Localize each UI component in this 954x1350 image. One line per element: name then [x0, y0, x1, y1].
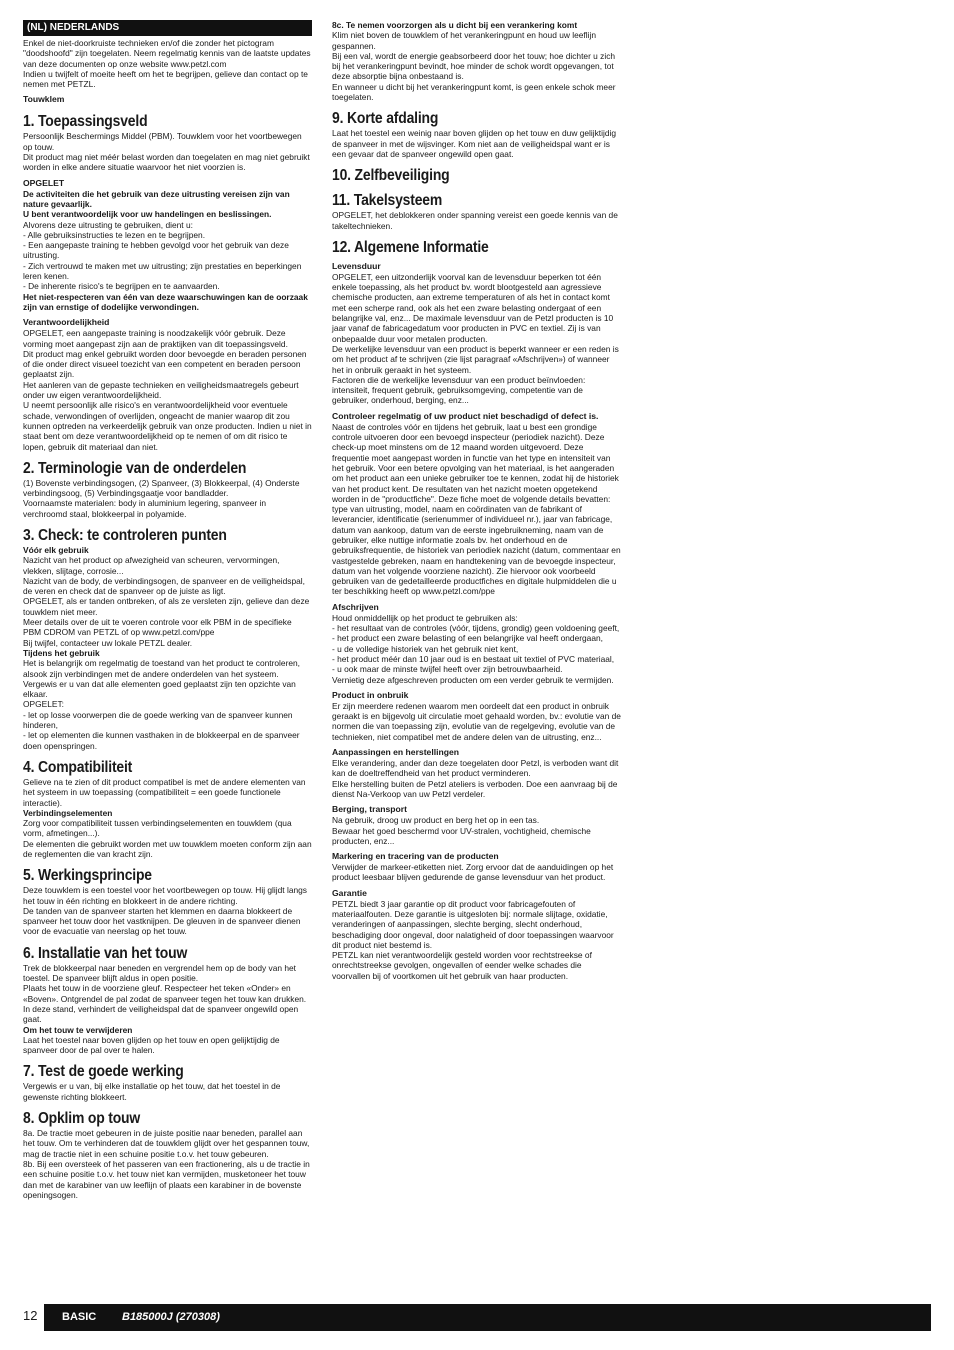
paragraph: Gelieve na te zien of dit product compatibel is met de andere elementen van het systeem in uw toepassing (compatibiliteit = een goede functionele interactie). [23, 776, 306, 808]
paragraph: OPGELET, het deblokkeren onder spanning vereist een goede kennis van de takeltechnieken. [332, 210, 618, 231]
section-title: 10. Zelfbeveiliging [332, 167, 450, 185]
paragraph: Persoonlijk Beschermings Middel (PBM). Touwklem voor het voortbewegen op touw. [23, 131, 302, 152]
list-item: - Alle gebruiksinstructies te lezen en te begrijpen. [23, 229, 206, 240]
paragraph: Meer details over de uit te voeren controle voor elk PBM in de specifieke PBM CDROM van PETZL of op www.petzl.com/ppe [23, 617, 292, 638]
right-column [332, 20, 622, 981]
paragraph: Alvorens deze uitrusting te gebruiken, dient u: [23, 219, 193, 230]
paragraph: Bewaar het goed beschermd voor UV-stralen, vochtigheid, chemische producten, enz... [332, 825, 591, 846]
paragraph: Elke verandering, ander dan deze toegelaten door Petzl, is verboden want dit kan de doeltreffendheid van het product verminderen. [332, 758, 619, 779]
paragraph: Dit product mag enkel gebruikt worden door bevoegde en beraden personen of die onder direct visueel toezicht van een competent en beraden persoon geplaatst zijn. [23, 348, 307, 380]
paragraph: Verwijder de markeer-etiketten niet. Zorg ervoor dat de aanduidingen op het product leesbaar blijven gedurende de ganse levensduur van het product. [332, 862, 614, 883]
paragraph: Bij twijfel, contacteer uw lokale PETZL dealer. [23, 637, 193, 648]
section-title: 2. Terminologie van de onderdelen [23, 459, 247, 477]
page-number: 12 [23, 1308, 38, 1323]
warning-text: U bent verantwoordelijk voor uw handelingen en beslissingen. [23, 209, 272, 220]
warning-label: OPGELET [23, 177, 65, 188]
list-item: - let op elementen die kunnen vasthaken in de blokkeerpal en de spanveer doen openspringen. [23, 730, 300, 751]
paragraph: En wanneer u dicht bij het verankeringpunt komt, is geen enkele schok meer toegelaten. [332, 81, 616, 103]
paragraph: Trek de blokkeerpal naar beneden en vergrendel hem op de body van het toestel. De spanveer blijft aldus in open positie. [23, 962, 296, 984]
paragraph: PETZL biedt 3 jaar garantie op dit product voor fabricagefouten of materiaalfouten. Deze garantie is uitgesloten bij: normale slijtage, oxidatie, veranderingen of aanpassingen, slechte berging, slecht onderhoud, beschadiging door ongeval, door nalatigheid of door toepassingen waarvoor dit product niet bestemd is. [332, 898, 614, 950]
paragraph: U neemt persoonlijk alle risico's en verantwoordelijkheid voor eventuele schade, verwondingen of overlijden, ongeacht de manier waarop dit zou kunnen optreden na verkeerdelijk gebruik van onze producten. Indien u niet in staat bent om deze verantwoordelijkheid op te nemen of om dit risico te lopen, gebruik dit materiaal dan niet. [23, 400, 312, 452]
section-title: 12. Algemene Informatie [332, 238, 489, 256]
paragraph: De tanden van de spanveer starten het klemmen en daarna blokkeert de spanveer het touw door het vastknijpen. De gleuven in de spanveer dienen voor de evacuatie van neerslag op het touw. [23, 905, 301, 937]
list-item: - u ook maar de minste twijfel heeft over zijn betrouwbaarheid. [332, 664, 563, 675]
paragraph: OPGELET, een aangepaste training is noodzakelijk vóór gebruik. Deze vorming moet aangepast zijn aan de praktijken van dit toepassingsveld. [23, 328, 288, 349]
paragraph: Laat het toestel naar boven glijden op het touw en open gelijktijdig de spanveer door de pal over te halen. [23, 1034, 280, 1056]
paragraph: Nazicht van de body, de verbindingsogen, de spanveer en de veiligheidspal, de veren en check dat de spanveer op de juiste as ligt. [23, 575, 305, 597]
paragraph: Voornaamste materialen: body in aluminium legering, spanveer in verchroomd staal, blokkeerpal in polyamide. [23, 498, 267, 519]
subheading: Om het touw te verwijderen [23, 1024, 133, 1035]
section-title: 8. Opklim op touw [23, 1110, 141, 1128]
subheading: Product in onbruik [332, 689, 409, 700]
paragraph: De elementen die gebruikt worden met uw touwklem moeten conform zijn aan de reglementen die van kracht zijn. [23, 838, 312, 859]
paragraph: Het aanleren van de gepaste technieken en veiligheidsmaatregels gebeurt onder uw eigen verantwoordelijkheid. [23, 379, 299, 401]
subheading: 8c. Te nemen voorzorgen als u dicht bij een verankering komt [332, 20, 578, 30]
section-title: 3. Check: te controleren punten [23, 526, 227, 544]
paragraph: Het is belangrijk om regelmatig de toestand van het product te controleren, alsook zijn verbindingen met de andere onderdelen van het systeem. Vergewis er u van dat alle elementen goed geplaatst zijn ten opzichte van elkaar. [23, 658, 300, 700]
list-item: - het resultaat van de controles (vóór, tijdens, grondig) geen voldoening geeft, [332, 623, 620, 634]
paragraph: Klim niet boven de touwklem of het verankeringpunt en houd uw leeflijn gespannen. [332, 30, 596, 51]
list-item: - Zich vertrouwd te maken met uw uitrusting; zijn prestaties en beperkingen leren kenen. [23, 260, 302, 282]
product-label: Touwklem [23, 94, 65, 105]
footer-reference: B185000J (270308) [122, 1311, 220, 1323]
paragraph: PETZL kan niet verantwoordelijk gesteld worden voor rechtstreekse of onrechtstreekse gevolgen, ongevallen of eender welke schades die voorvallen bij of voortkomen uit het gebruik van haar producten. [332, 950, 592, 981]
language-header: (NL) NEDERLANDS [23, 20, 312, 36]
intro-paragraph: Indien u twijfelt of moeite heeft om het te begrijpen, gelieve dan contact op te nemen met PETZL. [23, 68, 308, 90]
list-item: - De inherente risico's te begrijpen en te aanvaarden. [23, 281, 220, 292]
paragraph: OPGELET, als er tanden ontbreken, of als ze versleten zijn, gelieve dan deze touwklem niet meer. [23, 596, 310, 617]
paragraph: Vergewis er u van, bij elke installatie op het touw, dat het toestel in de gewenste richting blokkeert. [23, 1081, 281, 1102]
section-title: 11. Takelsysteem [332, 192, 443, 210]
intro-paragraph: Enkel de niet-doorkruiste technieken en/of die zonder het pictogram "doodshoofd" zijn toegelaten. Neem regelmatig kennis van de laatste updates van deze documenten op onze website www.petzl.com [23, 38, 311, 69]
section-title: 4. Compatibiliteit [23, 758, 133, 776]
section-title: 7. Test de goede werking [23, 1063, 184, 1081]
subheading: Controleer regelmatig of uw product niet beschadigd of defect is. [332, 410, 599, 421]
paragraph: Vernietig deze afgeschreven producten om een verder gebruik te vermijden. [332, 674, 614, 685]
list-item: - let op losse voorwerpen die de goede werking van de spanveer kunnen hinderen, [23, 709, 293, 731]
subheading: Vóór elk gebruik [23, 544, 89, 555]
paragraph: Bij een val, wordt de energie geabsorbeerd door het touw; hoe dichter u zich bij het verankeringpunt bevindt, hoe minder de schok wordt opgevangen, tot deze absorptie bijna onbestaand is. [332, 50, 616, 82]
section-title: 5. Werkingsprincipe [23, 867, 152, 885]
subheading: Tijdens het gebruik [23, 647, 100, 658]
section-title: 1. Toepassingsveld [23, 113, 148, 131]
paragraph: Dit product mag niet méér belast worden dan toegelaten en mag niet gebruikt worden in elke andere situatie waarvoor het niet voorzien is. [23, 152, 310, 173]
warning-text: De activiteiten die het gebruik van deze uitrusting vereisen zijn van nature gevaarlijk. [23, 188, 290, 209]
list-item: - het product een zware belasting of een belangrijke val heeft ondergaan, [332, 633, 603, 644]
paragraph: Houd onmiddellijk op het product te gebruiken als: [332, 612, 518, 623]
paragraph: De werkelijke levensduur van een product is beperkt wanneer er een reden is om het product af te schrijven (zie lijst paragraaf «Afschrijven») of wanneer het in onbruik geraakt in het systeem. [332, 343, 619, 375]
footer-bar [44, 1304, 931, 1331]
section-title: 6. Installatie van het touw [23, 944, 188, 962]
subheading: Afschrijven [332, 601, 379, 612]
subheading: Markering en tracering van de producten [332, 851, 499, 862]
paragraph: Deze touwklem is een toestel voor het voortbewegen op touw. Hij glijdt langs het touw in één richting en blokkeert in de andere richting. [23, 885, 307, 906]
subheading: Verbindingselementen [23, 807, 113, 818]
list-item: - Een aangepaste training te hebben gevolgd voor het gebruik van deze uitrusting. [23, 240, 289, 261]
paragraph: 8a. De tractie moet gebeuren in de juiste positie naar beneden, parallel aan het touw. Om te verhinderen dat de touwklem glijdt over het gespannen touw, mag de tractie niet in een schuine positie t.o.v. het touw gebeuren. [23, 1128, 310, 1159]
footer-product: BASIC [62, 1311, 97, 1323]
paragraph: Plaats het touw in de voorziene gleuf. Respecteer het teken «Onder» en «Boven». Ontgrendel de pal zodat de spanveer tegen het touw kan drukken. In deze stand, verhindert de veiligheidspal dat de spanveer ongewild open gaat. [23, 983, 307, 1025]
paragraph: Naast de controles vóór en tijdens het gebruik, laat u best een grondige controle uitvoeren door een bevoegd inspecteur (periodiek nazicht). Deze check-up moet minstens om de 12 maand worden uitgevoerd. Deze frequentie moet aangepast worden in functie van het type en intensiteit van het gebruik. Voor een betere opvolging van het materiaal, is het aangeraden om het product aan een unieke gebruiker toe te kennen, zodat hij de historiek van het product kent. De resultaten van het nazicht moeten opgetekend worden in de "productfiche". Deze fiche moet de volgende details bevatten: type van uitrusting, model, naam en coördinaten van de fabrikant of leverancier, identificatie (serienummer of individueel nr.), jaar van fabricage, datum van aankoop, datum van de eerste ingebruikneming, naam van de gebruiker, elke nuttige informatie zoals bv. het onderhoud en de gebruiksfrequentie, de historiek van periodiek nazicht (datum, commentaar en vastgestelde gebreken, naam en handtekening van de bevoegde inspecteur, datum van het volgende voorziene nazicht). Zie hiervoor ook voorbeeld gebruiken van de gedetailleerde productfiches en digitale hulpmiddelen die u ter beschikking heeft op www.petzl.com/ppe [332, 421, 621, 597]
list-item: - u de volledige historiek van het gebruik niet kent, [332, 643, 519, 654]
warning-text: Het niet-respecteren van één van deze waarschuwingen kan de oorzaak zijn van ernstige of dodelijke verwondingen. [23, 291, 308, 312]
paragraph: 8b. Bij een oversteek of het passeren van een fractionering, als u de tractie in een schuine positie t.o.v. het touw niet kan vermijden, musketoneer het touw dan met de karabiner van uw leeflijn of plaats een karabiner in de bovenste openingsogen. [23, 1158, 310, 1200]
paragraph: OPGELET: [23, 699, 64, 710]
paragraph: Laat het toestel een weinig naar boven glijden op het touw en duw gelijktijdig de spanveer in met de wijsvinger. Kom niet aan de veiligheidspal want er is een gevaar dat de spanveer ongewild open gaat. [332, 128, 617, 159]
paragraph: (1) Bovenste verbindingsogen, (2) Spanveer, (3) Blokkeerpal, (4) Onderste verbindingsoog, (5) Verbindingsgaatje voor bandladder. [23, 477, 300, 499]
subheading: Verantwoordelijkheid [23, 317, 110, 328]
subheading: Garantie [332, 887, 367, 898]
subheading: Levensduur [332, 260, 381, 271]
left-column [23, 20, 312, 1200]
paragraph: Nazicht van het product op afwezigheid van scheuren, vervormingen, vlekken, slijtage, corrosie... [23, 555, 280, 576]
paragraph: OPGELET, een uitzonderlijk voorval kan de levensduur beperken tot één enkele toepassing, als het product bv. wordt blootgesteld aan agressieve chemische producten, aan extreme temperaturen of als het in contact komt met een scherpe rand, ook als het een zware belasting ondergaat of een belangrijke val, enz... De maximale levensduur van de Petzl producten is 10 jaar vanaf de fabricagedatum voor producten in PVC en textiel. Zij is van onbepaalde duur voor metalen producten. [332, 271, 614, 344]
subheading: Berging, transport [332, 804, 407, 815]
list-item: - het product méér dan 10 jaar oud is en bestaat uit textiel of PVC materiaal, [332, 653, 615, 664]
section-title: 9. Korte afdaling [332, 110, 439, 128]
subheading: Aanpassingen en herstellingen [332, 747, 460, 758]
paragraph: Elke herstelling buiten de Petzl ateliers is verboden. Doe een aanvraag bij de dienst Na-Verkoop van uw Petzl verdeler. [332, 778, 618, 799]
paragraph: Er zijn meerdere redenen waarom men oordeelt dat een product in onbruik geraakt is en bijgevolg uit circulatie moet gehaald worden, bv.: evolutie van de normen die van toepassing zijn, evolutie van de regelgeving, evolutie van de technieken, niet compatibel met de andere delen van de uitrusting, enz... [332, 700, 621, 742]
paragraph: Na gebruik, droog uw product en berg het op in een tas. [332, 815, 540, 826]
paragraph: Zorg voor compatibiliteit tussen verbindingselementen en touwklem (qua vorm, afmetingen...). [23, 818, 292, 839]
paragraph: Factoren die de werkelijke levensduur van een product beïnvloeden: intensiteit, frequent gebruik, gebruiksomgeving, competentie van de gebruiker, onderhoud, berging, enz... [332, 374, 586, 406]
